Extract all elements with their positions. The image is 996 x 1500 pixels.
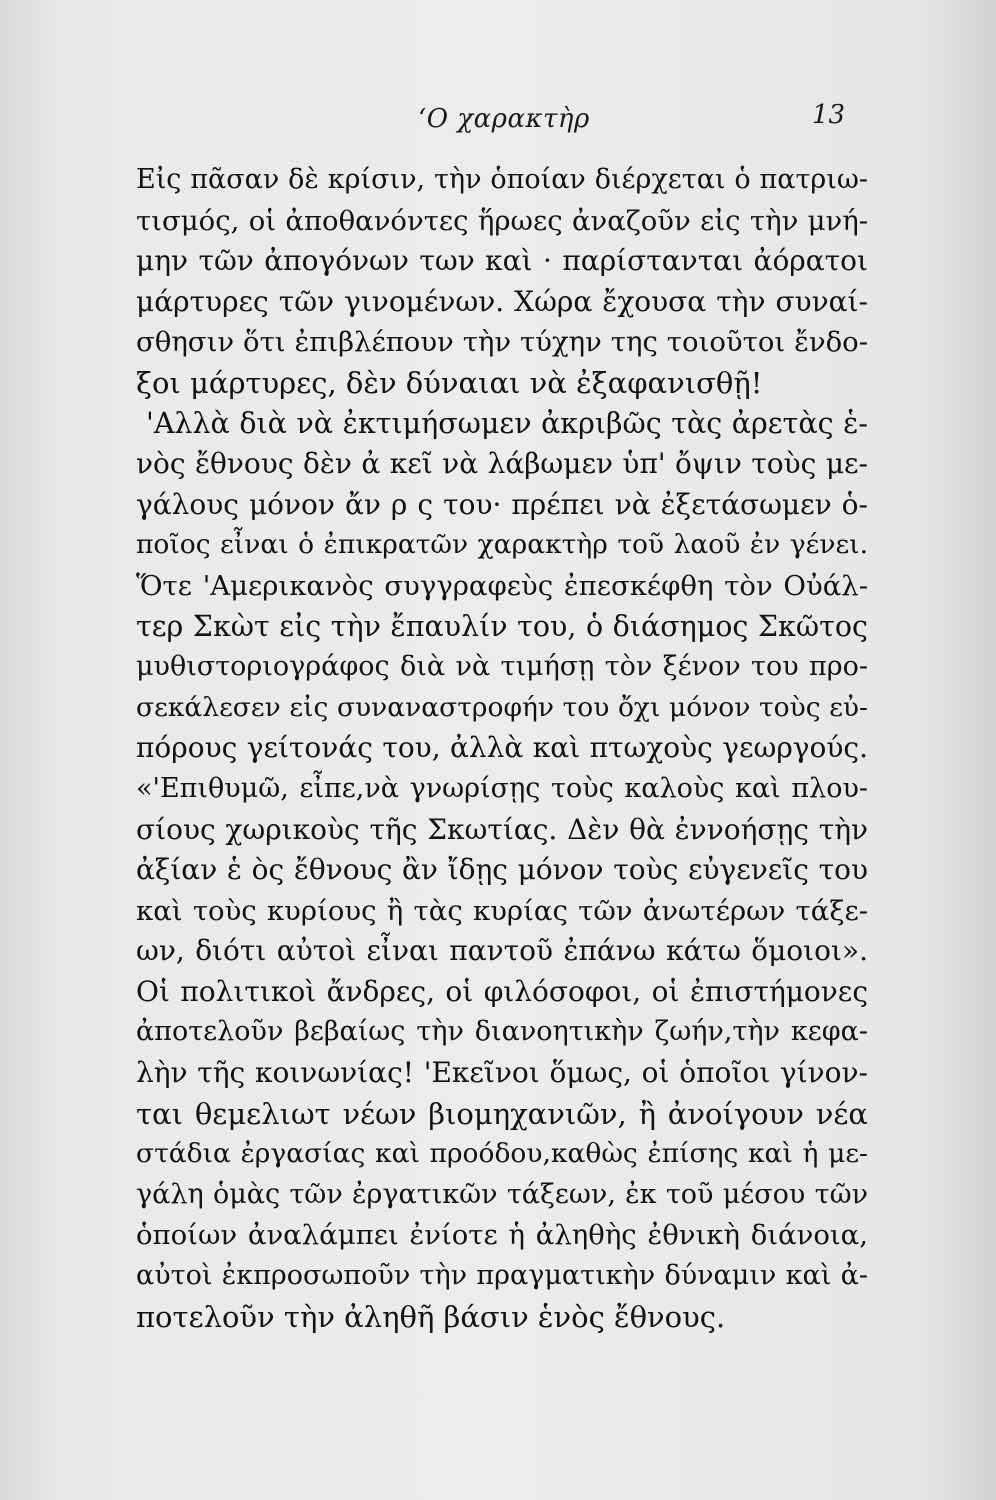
text-line: ἀξίαν ἑ ὸς ἔθνους ἂν ἴδῃς μόνον τοὺς εὐγενεῖς του	[136, 853, 868, 887]
text-line: Ὅτε 'Αμερικανὸς συγγραφεὺς ἐπεσκέφθη τὸν Οὐάλ-	[136, 569, 868, 602]
text-line: μυθιστοριογράφος διὰ νὰ τιμήσῃ τὸν ξένον του προ-	[136, 651, 868, 683]
text-line: σεκάλεσεν εἰς συναναστροφήν του ὄχι μόνον τοὺς εὐ-	[136, 691, 868, 723]
text-line: ται θεμελιωτ νέων βιομηχανιῶν, ἢ ἀνοίγουν νέα	[136, 1096, 868, 1131]
text-line: ποτελοῦν τὴν ἀληθῆ βάσιν ἑνὸς ἔθνους.	[136, 1299, 726, 1334]
body-text	[136, 160, 868, 1337]
text-line: νὸς ἔθνους δὲν ἀ κεῖ νὰ λάβωμεν ὑπ' ὄψιν τοὺς με-	[136, 447, 868, 481]
text-line: ἀποτελοῦν βεβαίως τὴν διανοητικὴν ζωήν,τὴν κεφα-	[136, 1016, 868, 1048]
text-line: γάλη ὁμὰς τῶν ἐργατικῶν τάξεων, ἐκ τοῦ μέσου τῶν	[136, 1178, 868, 1210]
text-line: πόρους γείτονάς του, ἀλλὰ καὶ πτωχοὺς γεωργούς.	[136, 731, 868, 765]
text-line: μην τῶν ἀπογόνων των καὶ · παρίστανται ἀόρατοι	[136, 244, 868, 278]
text-line: σίους χωρικοὺς τῆς Σκωτίας. Δὲν θὰ ἐννοήσῃς τὴν	[136, 812, 868, 846]
page-number: 13	[812, 100, 846, 130]
text-line: μάρτυρες τῶν γινομένων. Χώρα ἔχουσα τὴν συναί-	[136, 284, 868, 318]
text-line: λὴν τῆς κοινωνίας! 'Εκεῖνοι ὅμως, οἱ ὁποῖοι γίνον-	[136, 1056, 868, 1090]
text-line: ὁποίων ἀναλάμπει ἐνίοτε ἡ ἀληθὴς ἐθνικὴ διάνοια,	[136, 1219, 868, 1252]
text-line: ων, διότι αὐτοὶ εἶναι παντοῦ ἐπάνω κάτω ὅμοιοι».	[136, 934, 868, 968]
text-line: Εἰς πᾶσαν δὲ κρίσιν, τὴν ὁποίαν διέρχεται ὁ πατριω-	[136, 164, 868, 195]
text-line: Οἱ πολιτικοὶ ἄνδρες, οἱ φιλόσοφοι, οἱ ἐπιστήμονες	[136, 974, 868, 1008]
running-header	[0, 100, 996, 144]
text-line: ξοι μάρτυρες, δὲν δύναιαι νὰ ἐξαφανισθῇ!	[136, 365, 763, 400]
text-line: «'Επιθυμῶ, εἶπε,νὰ γνωρίσῃς τοὺς καλοὺς καὶ πλου-	[136, 772, 868, 804]
text-line: τισμός, οἱ ἀποθανόντες ἥρωες ἀναζοῦν εἰς τὴν μνή-	[136, 204, 868, 237]
text-line: γάλους μόνον ἄν ρ ς του· πρέπει νὰ ἐξετάσωμεν ὁ-	[136, 487, 868, 521]
text-line: τερ Σκὼτ εἰς τὴν ἔπαυλίν του, ὁ διάσημος Σκῶτος	[136, 609, 868, 643]
text-line: σθησιν ὅτι ἐπιβλέπουν τὴν τύχην της τοιοῦτοι ἔνδο-	[136, 326, 868, 359]
text-line: ποῖος εἶναι ὁ ἐπικρατῶν χαρακτὴρ τοῦ λαοῦ ἐν γένει.	[136, 529, 868, 561]
running-title: ‘Ο χαρακτὴρ	[418, 104, 590, 134]
text-line: 'Αλλὰ διὰ νὰ ἐκτιμήσωμεν ἀκριβῶς τὰς ἀρετὰς ἑ-	[146, 406, 868, 440]
text-line: αὐτοὶ ἐκπροσωποῦν τὴν πραγματικὴν δύναμιν καὶ ἀ-	[136, 1260, 868, 1292]
text-line: στάδια ἐργασίας καὶ προόδου,καθὼς ἐπίσης καὶ ἡ με-	[136, 1138, 868, 1170]
text-line: καὶ τοὺς κυρίους ἢ τὰς κυρίας τῶν ἀνωτέρων τάξε-	[136, 894, 868, 927]
